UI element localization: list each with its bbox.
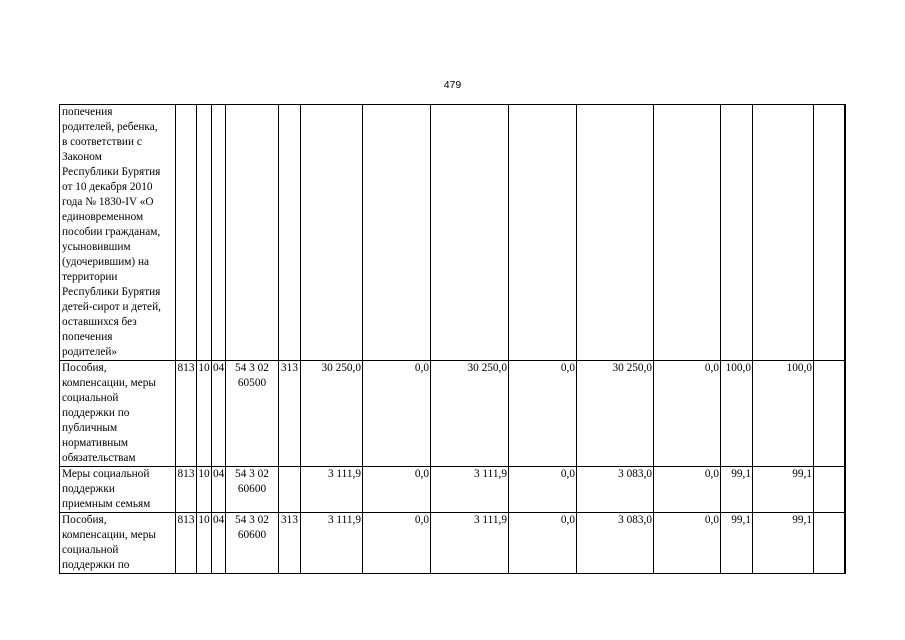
cell-expense-type bbox=[279, 105, 301, 361]
row-name-line: поддержки bbox=[62, 483, 115, 495]
row-name-line: приемным семьям bbox=[62, 498, 151, 510]
row-name-line: компенсации, меры bbox=[62, 529, 156, 541]
cell-approved-federal: 0,0 bbox=[363, 513, 431, 574]
cell-percent-approved: 99,1 bbox=[721, 467, 753, 513]
cell-percent-adjusted bbox=[753, 105, 814, 361]
cell-subsection: 04 bbox=[212, 513, 226, 574]
cell-admin-code: 813 bbox=[176, 467, 197, 513]
row-name-line: усыновившим bbox=[62, 241, 131, 253]
row-name-line: попечения bbox=[62, 331, 113, 343]
row-name-line: родителей» bbox=[62, 346, 118, 358]
cell-approved: 30 250,0 bbox=[301, 361, 363, 467]
cell-percent-approved: 99,1 bbox=[721, 513, 753, 574]
row-name-line: компенсации, меры bbox=[62, 377, 156, 389]
row-name-line: попечения bbox=[62, 106, 113, 118]
cell-executed: 3 083,0 bbox=[577, 513, 654, 574]
cell-executed-federal bbox=[654, 105, 721, 361]
row-name-line: Пособия, bbox=[62, 362, 107, 374]
row-name-line: поддержки по bbox=[62, 407, 130, 419]
row-name-line: Пособия, bbox=[62, 514, 107, 526]
cell-expense-type bbox=[279, 467, 301, 513]
row-name-line: социальной bbox=[62, 544, 119, 556]
cell-percent-adjusted: 100,0 bbox=[753, 361, 814, 467]
cell-section bbox=[197, 105, 212, 361]
row-name-line: оставшихся без bbox=[62, 316, 137, 328]
cell-approved: 3 111,9 bbox=[301, 467, 363, 513]
table-row bbox=[60, 513, 846, 574]
cell-percent-adjusted: 99,1 bbox=[753, 467, 814, 513]
cell-subsection: 04 bbox=[212, 361, 226, 467]
cell-admin-code: 813 bbox=[176, 513, 197, 574]
row-name-line: родителей, ребенка, bbox=[62, 121, 158, 133]
table-row bbox=[60, 105, 846, 361]
cell-adjusted: 3 111,9 bbox=[431, 513, 509, 574]
cell-target-article: 54 3 02 60500 bbox=[226, 361, 279, 467]
cell-target-article bbox=[226, 105, 279, 361]
row-name-line: (удочерившим) на bbox=[62, 256, 150, 268]
cell-subsection bbox=[212, 105, 226, 361]
cell-percent-approved bbox=[721, 105, 753, 361]
cell-spacer bbox=[814, 467, 845, 513]
cell-row-name bbox=[60, 361, 176, 467]
row-name-line: детей-сирот и детей, bbox=[62, 301, 161, 313]
cell-extra bbox=[845, 105, 846, 361]
cell-percent-adjusted: 99,1 bbox=[753, 513, 814, 574]
cell-spacer bbox=[814, 361, 845, 467]
row-name-line: года № 1830-IV «О bbox=[62, 196, 154, 208]
cell-adjusted-federal bbox=[509, 105, 577, 361]
table-row bbox=[60, 361, 846, 467]
cell-spacer bbox=[814, 513, 845, 574]
cell-executed: 30 250,0 bbox=[577, 361, 654, 467]
row-name-line: обязательствам bbox=[62, 452, 136, 464]
row-name-line: в соответствии с bbox=[62, 136, 142, 148]
cell-expense-type: 313 bbox=[279, 361, 301, 467]
cell-extra bbox=[845, 513, 846, 574]
page-number: 479 bbox=[443, 79, 462, 91]
cell-adjusted bbox=[431, 105, 509, 361]
cell-approved-federal bbox=[363, 105, 431, 361]
table-row bbox=[60, 467, 846, 513]
cell-approved-federal: 0,0 bbox=[363, 467, 431, 513]
cell-row-name bbox=[60, 467, 176, 513]
row-name-line: Республики Бурятия bbox=[62, 166, 161, 178]
cell-adjusted: 30 250,0 bbox=[431, 361, 509, 467]
cell-approved bbox=[301, 105, 363, 361]
row-name-line: единовременном bbox=[62, 211, 144, 223]
budget-table bbox=[59, 104, 846, 574]
cell-executed-federal: 0,0 bbox=[654, 513, 721, 574]
cell-approved: 3 111,9 bbox=[301, 513, 363, 574]
cell-row-name bbox=[60, 105, 176, 361]
cell-executed-federal: 0,0 bbox=[654, 361, 721, 467]
cell-section: 10 bbox=[197, 513, 212, 574]
row-name-line: социальной bbox=[62, 392, 119, 404]
row-name-line: Меры социальной bbox=[62, 468, 150, 480]
cell-section: 10 bbox=[197, 467, 212, 513]
cell-expense-type: 313 bbox=[279, 513, 301, 574]
cell-executed: 3 083,0 bbox=[577, 467, 654, 513]
row-name-line: Республики Бурятия bbox=[62, 286, 161, 298]
cell-adjusted-federal: 0,0 bbox=[509, 467, 577, 513]
cell-adjusted: 3 111,9 bbox=[431, 467, 509, 513]
cell-executed-federal: 0,0 bbox=[654, 467, 721, 513]
cell-section: 10 bbox=[197, 361, 212, 467]
row-name-line: от 10 декабря 2010 bbox=[62, 181, 153, 193]
cell-spacer bbox=[814, 105, 845, 361]
cell-target-article: 54 3 02 60600 bbox=[226, 467, 279, 513]
cell-extra bbox=[845, 467, 846, 513]
row-name-line: поддержки по bbox=[62, 559, 130, 571]
row-name-line: публичным bbox=[62, 422, 118, 434]
cell-row-name bbox=[60, 513, 176, 574]
cell-percent-approved: 100,0 bbox=[721, 361, 753, 467]
cell-subsection: 04 bbox=[212, 467, 226, 513]
cell-extra bbox=[845, 361, 846, 467]
cell-executed bbox=[577, 105, 654, 361]
cell-approved-federal: 0,0 bbox=[363, 361, 431, 467]
cell-admin-code: 813 bbox=[176, 361, 197, 467]
cell-target-article: 54 3 02 60600 bbox=[226, 513, 279, 574]
row-name-line: территории bbox=[62, 271, 118, 283]
cell-adjusted-federal: 0,0 bbox=[509, 361, 577, 467]
row-name-line: нормативным bbox=[62, 437, 129, 449]
cell-admin-code bbox=[176, 105, 197, 361]
cell-adjusted-federal: 0,0 bbox=[509, 513, 577, 574]
row-name-line: пособии гражданам, bbox=[62, 226, 161, 238]
row-name-line: Законом bbox=[62, 151, 102, 163]
